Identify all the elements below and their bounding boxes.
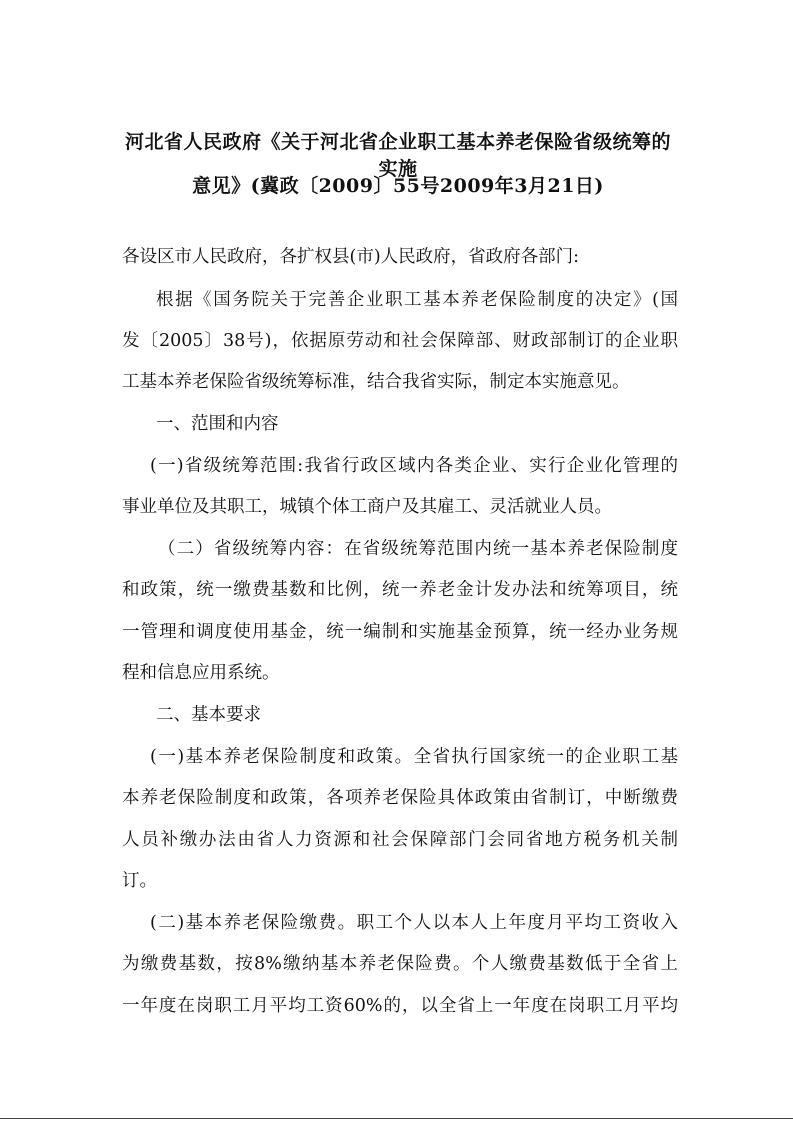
- page-bottom-rule: [0, 1118, 793, 1119]
- item-contribution-line-2: 为缴费基数，按8%缴纳基本养老保险费。个人缴费基数低于全省上: [122, 954, 678, 974]
- item-policy-line-4: 订。: [122, 871, 157, 891]
- section-heading-requirements: 二、基本要求: [156, 705, 261, 725]
- item-content-line-1: （二）省级统筹内容：在省级统筹范围内统一基本养老保险制度: [158, 539, 678, 559]
- paragraph-intro-line-2: 发〔2005〕38号)，依据原劳动和社会保障部、财政部制订的企业职: [122, 331, 678, 351]
- item-scope-line-2: 事业单位及其职工，城镇个体工商户及其雇工、灵活就业人员。: [122, 497, 612, 517]
- section-heading-scope: 一、范围和内容: [156, 414, 279, 434]
- item-policy-line-1: (一)基本养老保险制度和政策。全省执行国家统一的企业职工基: [150, 747, 678, 767]
- item-content-line-3: 一管理和调度使用基金，统一编制和实施基金预算，统一经办业务规: [122, 622, 678, 642]
- document-title-line-2: 意见》(冀政〔2009〕55号2009年3月21日): [192, 175, 604, 197]
- paragraph-intro-line-1: 根据《国务院关于完善企业职工基本养老保险制度的决定》(国: [156, 290, 678, 310]
- item-contribution-line-3: 一年度在岗职工月平均工资60%的，以全省上一年度在岗职工月平均: [122, 996, 678, 1016]
- item-policy-line-3: 人员补缴办法由省人力资源和社会保障部门会同省地方税务机关制: [122, 830, 678, 850]
- document-title-line-1: 河北省人民政府《关于河北省企业职工基本养老保险省级统筹的实施: [124, 131, 671, 180]
- paragraph-intro-line-3: 工基本养老保险省级统筹标准，结合我省实际，制定本实施意见。: [122, 372, 630, 392]
- item-content-line-2: 和政策，统一缴费基数和比例，统一养老金计发办法和统筹项目，统: [122, 580, 678, 600]
- item-content-line-4: 程和信息应用系统。: [122, 663, 280, 683]
- item-policy-line-2: 本养老保险制度和政策，各项养老保险具体政策由省制订，中断缴费: [122, 788, 678, 808]
- item-scope-line-1: (一)省级统筹范围:我省行政区域内各类企业、实行企业化管理的: [150, 456, 678, 476]
- item-contribution-line-1: (二)基本养老保险缴费。职工个人以本人上年度月平均工资收入: [150, 913, 678, 933]
- salutation: 各设区市人民政府，各扩权县(市)人民政府，省政府各部门:: [122, 247, 580, 267]
